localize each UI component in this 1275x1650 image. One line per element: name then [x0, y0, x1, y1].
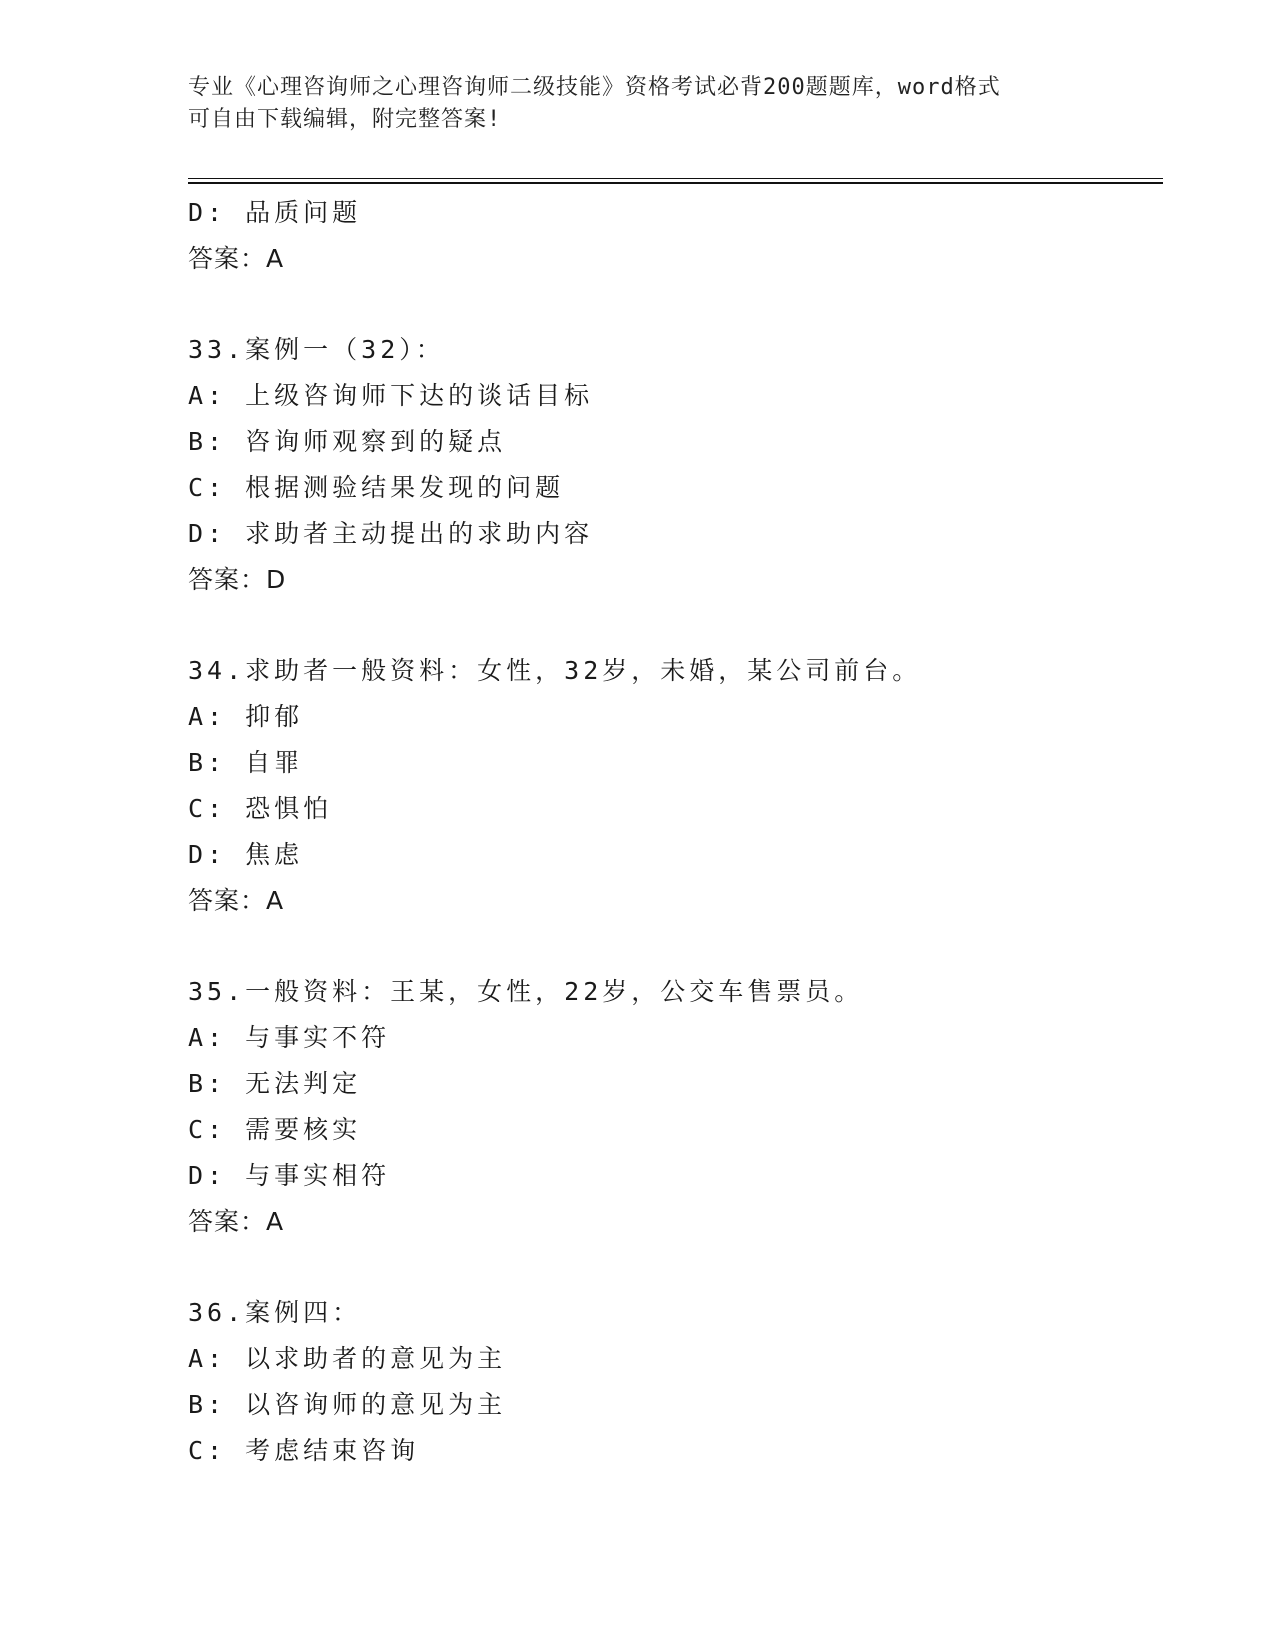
- answer-line: 答案：A: [188, 886, 285, 915]
- document-header: [188, 72, 1088, 136]
- spacer: [188, 603, 1148, 648]
- header-divider-thick: [188, 182, 1163, 184]
- spacer: [188, 282, 1148, 327]
- option-d: D: 品质问题: [188, 198, 362, 227]
- option-b: B: 以咨询师的意见为主: [188, 1390, 507, 1419]
- option-a: A: 上级咨询师下达的谈话目标: [188, 381, 594, 410]
- option-c: C: 恐惧怕: [188, 794, 333, 823]
- question-title: 36.案例四：: [188, 1298, 362, 1327]
- option-d: D: 求助者主动提出的求助内容: [188, 519, 594, 548]
- spacer: [188, 1245, 1148, 1290]
- answer-line: 答案：A: [188, 244, 285, 273]
- question-list: [188, 190, 1148, 1474]
- option-b: B: 自罪: [188, 748, 304, 777]
- option-d: D: 与事实相符: [188, 1161, 391, 1190]
- header-title-line-1: 专业《心理咨询师之心理咨询师二级技能》资格考试必背200题题库，word格式: [188, 75, 1001, 100]
- option-b: B: 无法判定: [188, 1069, 362, 1098]
- header-divider-thin: [188, 178, 1163, 179]
- option-a: A: 与事实不符: [188, 1023, 391, 1052]
- option-b: B: 咨询师观察到的疑点: [188, 427, 507, 456]
- question-title: 34.求助者一般资料：女性，32岁，未婚，某公司前台。: [188, 656, 922, 685]
- option-c: C: 需要核实: [188, 1115, 362, 1144]
- answer-line: 答案：A: [188, 1207, 285, 1236]
- question-title: 33.案例一（32）：: [188, 335, 445, 364]
- option-c: C: 根据测验结果发现的问题: [188, 473, 565, 502]
- option-a: A: 以求助者的意见为主: [188, 1344, 507, 1373]
- answer-line: 答案：D: [188, 565, 287, 594]
- header-title-line-2: 可自由下载编辑，附完整答案!: [188, 107, 502, 132]
- spacer: [188, 924, 1148, 969]
- option-d: D: 焦虑: [188, 840, 304, 869]
- option-c: C: 考虑结束咨询: [188, 1436, 420, 1465]
- question-title: 35.一般资料：王某，女性，22岁，公交车售票员。: [188, 977, 864, 1006]
- option-a: A: 抑郁: [188, 702, 304, 731]
